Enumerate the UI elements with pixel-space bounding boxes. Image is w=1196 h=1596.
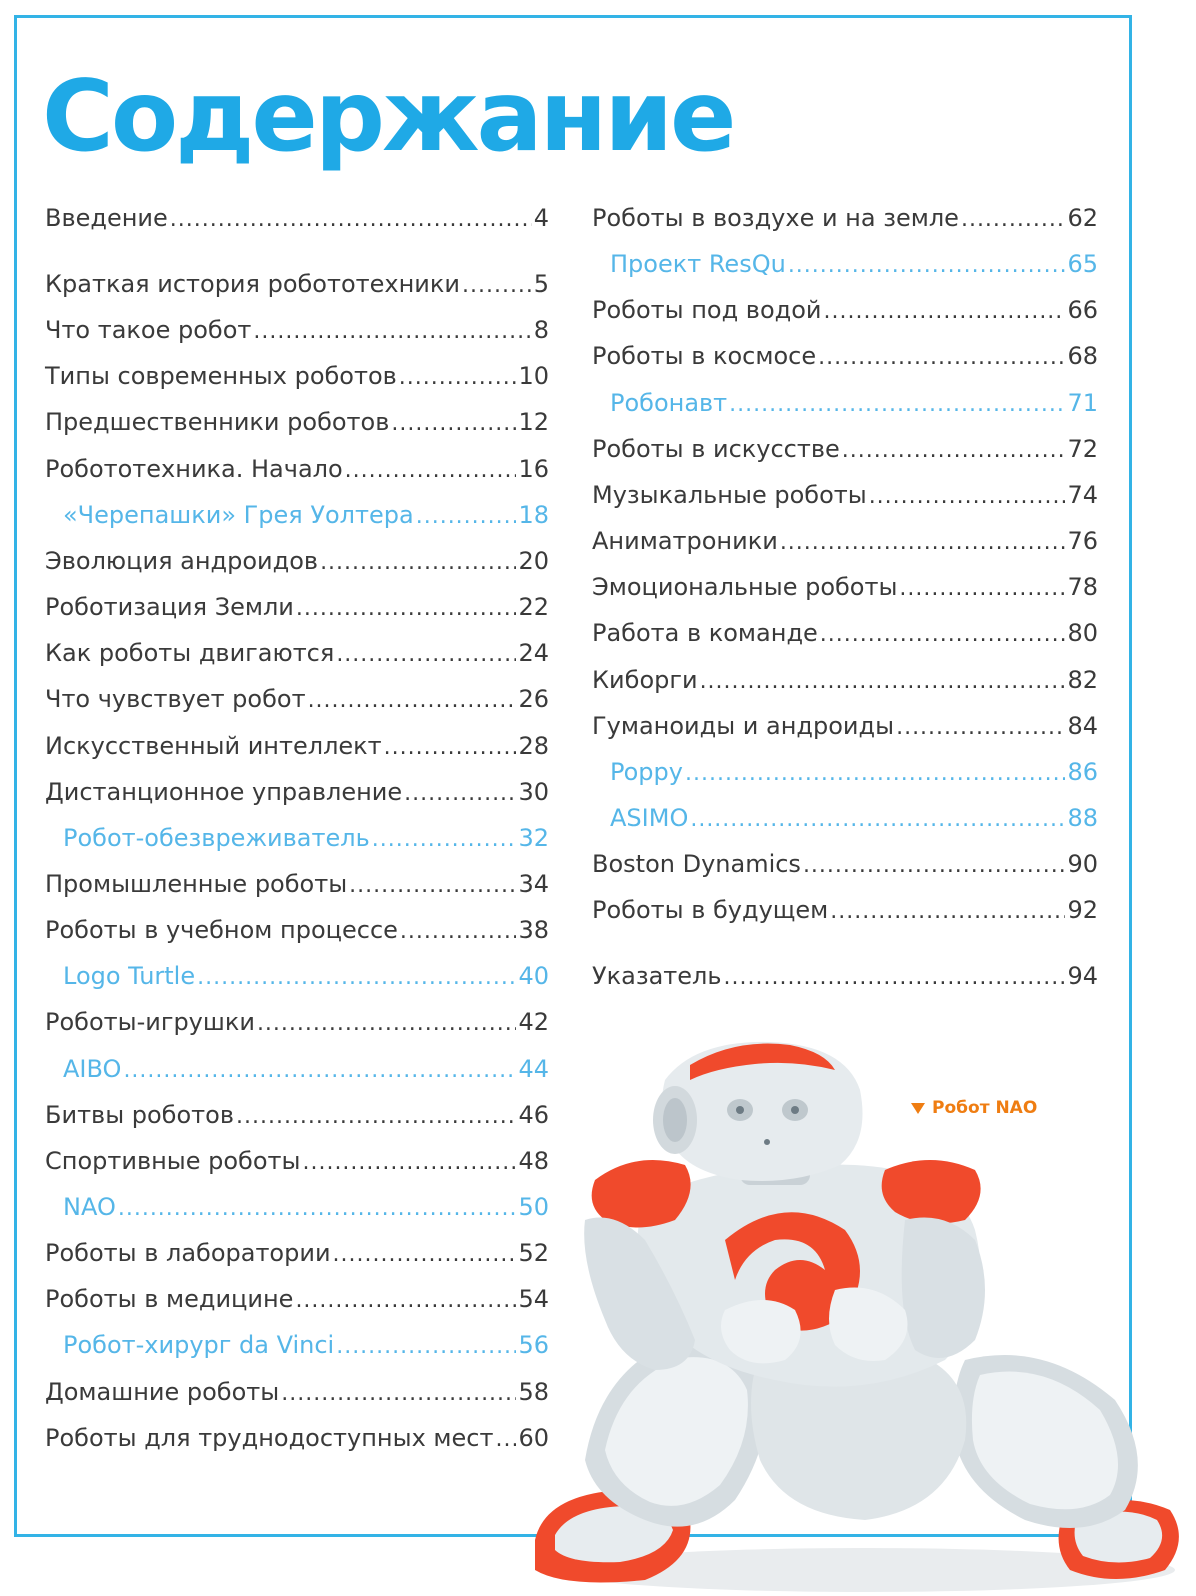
toc-entry-label: Домашние роботы: [45, 1378, 280, 1406]
toc-leader-dots: [253, 315, 531, 349]
toc-entry-page: 78: [1067, 573, 1098, 601]
toc-entry-label: Указатель: [592, 962, 722, 990]
toc-entry[interactable]: [592, 432, 1098, 466]
toc-entry-page: 68: [1067, 342, 1098, 370]
toc-entry-label: Битвы роботов: [45, 1101, 234, 1129]
toc-entry[interactable]: [592, 570, 1098, 604]
toc-entry-label: Робот-хирург da Vinci: [63, 1331, 335, 1359]
toc-entry-page: 82: [1067, 666, 1098, 694]
toc-entry-page: 10: [518, 362, 549, 390]
toc-entry-label: Что чувствует робот: [45, 685, 306, 713]
toc-entry[interactable]: [45, 544, 549, 578]
toc-entry-page: 72: [1067, 435, 1098, 463]
toc-entry-page: 65: [1067, 250, 1098, 278]
toc-entry[interactable]: [45, 201, 549, 235]
toc-leader-dots: [788, 249, 1066, 283]
toc-leader-dots: [824, 295, 1066, 329]
toc-entry[interactable]: [592, 616, 1098, 650]
toc-entry-label: Проект ResQu: [610, 250, 786, 278]
toc-entry[interactable]: [45, 729, 549, 763]
toc-leader-dots: [295, 1284, 516, 1318]
toc-entry[interactable]: [45, 1328, 549, 1362]
toc-entry[interactable]: [45, 452, 549, 486]
toc-entry-label: Роботы в лаборатории: [45, 1239, 331, 1267]
toc-entry[interactable]: [45, 498, 549, 532]
toc-entry[interactable]: [592, 801, 1098, 835]
toc-entry-page: 74: [1067, 481, 1098, 509]
toc-leader-dots: [296, 592, 517, 626]
toc-leader-dots: [869, 480, 1066, 514]
toc-entry-page: 4: [533, 204, 549, 232]
toc-entry[interactable]: [45, 821, 549, 855]
toc-leader-dots: [345, 454, 517, 488]
toc-entry[interactable]: [45, 313, 549, 347]
toc-leader-dots: [780, 526, 1066, 560]
toc-entry-page: 16: [518, 455, 549, 483]
toc-entry-label: Краткая история робототехники: [45, 270, 460, 298]
toc-entry-label: Эволюция андроидов: [45, 547, 319, 575]
toc-leader-dots: [170, 203, 532, 237]
toc-entry-page: 5: [533, 270, 549, 298]
toc-leader-dots: [818, 341, 1065, 375]
toc-leader-dots: [820, 618, 1066, 652]
toc-entry[interactable]: [45, 1236, 549, 1270]
toc-entry[interactable]: [592, 339, 1098, 373]
toc-entry-page: 56: [518, 1331, 549, 1359]
toc-entry[interactable]: [45, 913, 549, 947]
toc-entry[interactable]: [45, 959, 549, 993]
toc-entry-page: 32: [518, 824, 549, 852]
toc-entry-page: 40: [518, 962, 549, 990]
toc-leader-dots: [236, 1100, 516, 1134]
toc-entry-label: Типы современных роботов: [45, 362, 397, 390]
toc-entry-label: ASIMO: [610, 804, 689, 832]
toc-entry[interactable]: [592, 755, 1098, 789]
toc-entry-page: 60: [518, 1424, 549, 1452]
caption-text: Робот NAO: [932, 1098, 1038, 1118]
toc-entry-page: 88: [1067, 804, 1098, 832]
toc-entry-label: Введение: [45, 204, 168, 232]
toc-entry-label: Роботы для труднодоступных мест: [45, 1424, 494, 1452]
toc-entry-page: 80: [1067, 619, 1098, 647]
toc-leader-dots: [842, 434, 1066, 468]
toc-entry[interactable]: [45, 1190, 549, 1224]
toc-entry[interactable]: [45, 1005, 549, 1039]
toc-entry[interactable]: [592, 959, 1098, 993]
toc-entry[interactable]: [592, 847, 1098, 881]
toc-entry[interactable]: [45, 1421, 549, 1455]
toc-entry[interactable]: [45, 1052, 549, 1086]
toc-leader-dots: [123, 1054, 516, 1088]
toc-entry-page: 34: [518, 870, 549, 898]
toc-entry[interactable]: [45, 867, 549, 901]
toc-entry[interactable]: [592, 201, 1098, 235]
toc-leader-dots: [349, 869, 516, 903]
toc-entry-label: Аниматроники: [592, 527, 778, 555]
toc-entry-page: 86: [1067, 758, 1098, 786]
toc-entry[interactable]: [592, 663, 1098, 697]
toc-leader-dots: [391, 407, 516, 441]
toc-entry-label: Роботы в медицине: [45, 1285, 294, 1313]
toc-entry[interactable]: [45, 1144, 549, 1178]
toc-entry-label: Роботы в космосе: [592, 342, 817, 370]
toc-entry-label: Музыкальные роботы: [592, 481, 867, 509]
nao-robot-illustration: [525, 1040, 1193, 1596]
toc-leader-dots: [399, 361, 517, 395]
toc-entry-page: 90: [1067, 850, 1098, 878]
toc-leader-dots: [384, 731, 517, 765]
toc-entry-page: 71: [1067, 389, 1098, 417]
toc-entry[interactable]: [45, 1282, 549, 1316]
toc-leader-dots: [257, 1007, 517, 1041]
toc-entry-page: 8: [533, 316, 549, 344]
page-title: Содержание: [42, 60, 734, 174]
toc-entry-label: Робот-обезвреживатель: [63, 824, 370, 852]
toc-leader-dots: [729, 388, 1065, 422]
toc-entry[interactable]: [592, 709, 1098, 743]
toc-leader-dots: [320, 546, 516, 580]
toc-entry-label: Роботы под водой: [592, 296, 822, 324]
toc-entry-label: «Черепашки» Грея Уолтера: [63, 501, 414, 529]
toc-entry-label: Logo Turtle: [63, 962, 196, 990]
toc-leader-dots: [372, 823, 517, 857]
toc-leader-dots: [495, 1423, 516, 1457]
toc-entry-page: 12: [518, 408, 549, 436]
toc-leader-dots: [336, 1330, 516, 1364]
toc-leader-dots: [416, 500, 517, 534]
toc-entry-page: 38: [518, 916, 549, 944]
toc-leader-dots: [336, 638, 516, 672]
toc-entry-page: 44: [518, 1055, 549, 1083]
toc-entry[interactable]: [45, 775, 549, 809]
toc-entry-label: Роботы в учебном процессе: [45, 916, 398, 944]
toc-entry-label: Киборги: [592, 666, 698, 694]
toc-entry-label: Роботы в будущем: [592, 896, 829, 924]
toc-entry-page: 30: [518, 778, 549, 806]
toc-entry-label: Гуманоиды и андроиды: [592, 712, 895, 740]
toc-entry-label: Boston Dynamics: [592, 850, 801, 878]
toc-leader-dots: [118, 1192, 517, 1226]
toc-entry-page: 18: [518, 501, 549, 529]
toc-leader-dots: [896, 711, 1065, 745]
toc-entry-label: Роботы в искусстве: [592, 435, 840, 463]
toc-entry-label: Эмоциональные роботы: [592, 573, 898, 601]
toc-entry-label: Робонавт: [610, 389, 728, 417]
toc-entry-label: Дистанционное управление: [45, 778, 403, 806]
toc-entry[interactable]: [592, 247, 1098, 281]
toc-entry[interactable]: [45, 359, 549, 393]
toc-entry[interactable]: [592, 478, 1098, 512]
toc-leader-dots: [690, 803, 1065, 837]
toc-entry-label: Искусственный интеллект: [45, 732, 382, 760]
toc-entry-page: 54: [518, 1285, 549, 1313]
toc-entry-label: Как роботы двигаются: [45, 639, 335, 667]
toc-entry[interactable]: [45, 1098, 549, 1132]
toc-entry-label: Poppy: [610, 758, 683, 786]
toc-entry-page: 84: [1067, 712, 1098, 740]
toc-entry[interactable]: [592, 293, 1098, 327]
toc-entry-page: 66: [1067, 296, 1098, 324]
toc-entry-page: 22: [518, 593, 549, 621]
toc-entry-label: Работа в команде: [592, 619, 818, 647]
toc-entry[interactable]: [45, 636, 549, 670]
toc-entry-page: 76: [1067, 527, 1098, 555]
toc-entry-page: 48: [518, 1147, 549, 1175]
toc-entry-label: NAO: [63, 1193, 116, 1221]
toc-leader-dots: [724, 961, 1066, 995]
toc-entry-label: Роботы-игрушки: [45, 1008, 255, 1036]
toc-entry-label: Спортивные роботы: [45, 1147, 301, 1175]
toc-entry-page: 62: [1067, 204, 1098, 232]
toc-leader-dots: [700, 665, 1066, 699]
toc-entry-label: Роботизация Земли: [45, 593, 294, 621]
toc-entry-page: 94: [1067, 962, 1098, 990]
toc-entry-page: 28: [518, 732, 549, 760]
toc-entry[interactable]: [592, 893, 1098, 927]
toc-leader-dots: [685, 757, 1065, 791]
toc-entry[interactable]: [45, 405, 549, 439]
toc-entry-page: 46: [518, 1101, 549, 1129]
toc-entry[interactable]: [592, 524, 1098, 558]
toc-leader-dots: [281, 1377, 516, 1411]
toc-entry-page: 24: [518, 639, 549, 667]
toc-entry-page: 52: [518, 1239, 549, 1267]
toc-entry-label: Что такое робот: [45, 316, 252, 344]
toc-entry-page: 20: [518, 547, 549, 575]
toc-leader-dots: [333, 1238, 517, 1272]
toc-leader-dots: [899, 572, 1065, 606]
toc-entry-page: 50: [518, 1193, 549, 1221]
toc-leader-dots: [308, 684, 517, 718]
toc-entry-page: 26: [518, 685, 549, 713]
toc-entry-label: Промышленные роботы: [45, 870, 348, 898]
toc-entry-label: Предшественники роботов: [45, 408, 390, 436]
toc-leader-dots: [302, 1146, 516, 1180]
toc-leader-dots: [197, 961, 516, 995]
toc-entry[interactable]: [45, 590, 549, 624]
toc-leader-dots: [961, 203, 1066, 237]
toc-leader-dots: [462, 269, 532, 303]
toc-entry-page: 92: [1067, 896, 1098, 924]
photo-caption: [911, 1098, 1037, 1118]
toc-leader-dots: [400, 915, 517, 949]
toc-entry[interactable]: [45, 1375, 549, 1409]
toc-entry[interactable]: [45, 682, 549, 716]
toc-entry-page: 58: [518, 1378, 549, 1406]
toc-entry-label: Робототехника. Начало: [45, 455, 343, 483]
toc-entry-label: Роботы в воздухе и на земле: [592, 204, 959, 232]
caption-triangle-icon: [911, 1103, 925, 1114]
toc-entry-label: AIBO: [63, 1055, 122, 1083]
toc-leader-dots: [404, 777, 516, 811]
toc-entry[interactable]: [592, 386, 1098, 420]
toc-leader-dots: [830, 895, 1065, 929]
toc-leader-dots: [803, 849, 1066, 883]
toc-entry-page: 42: [518, 1008, 549, 1036]
toc-entry[interactable]: [45, 267, 549, 301]
